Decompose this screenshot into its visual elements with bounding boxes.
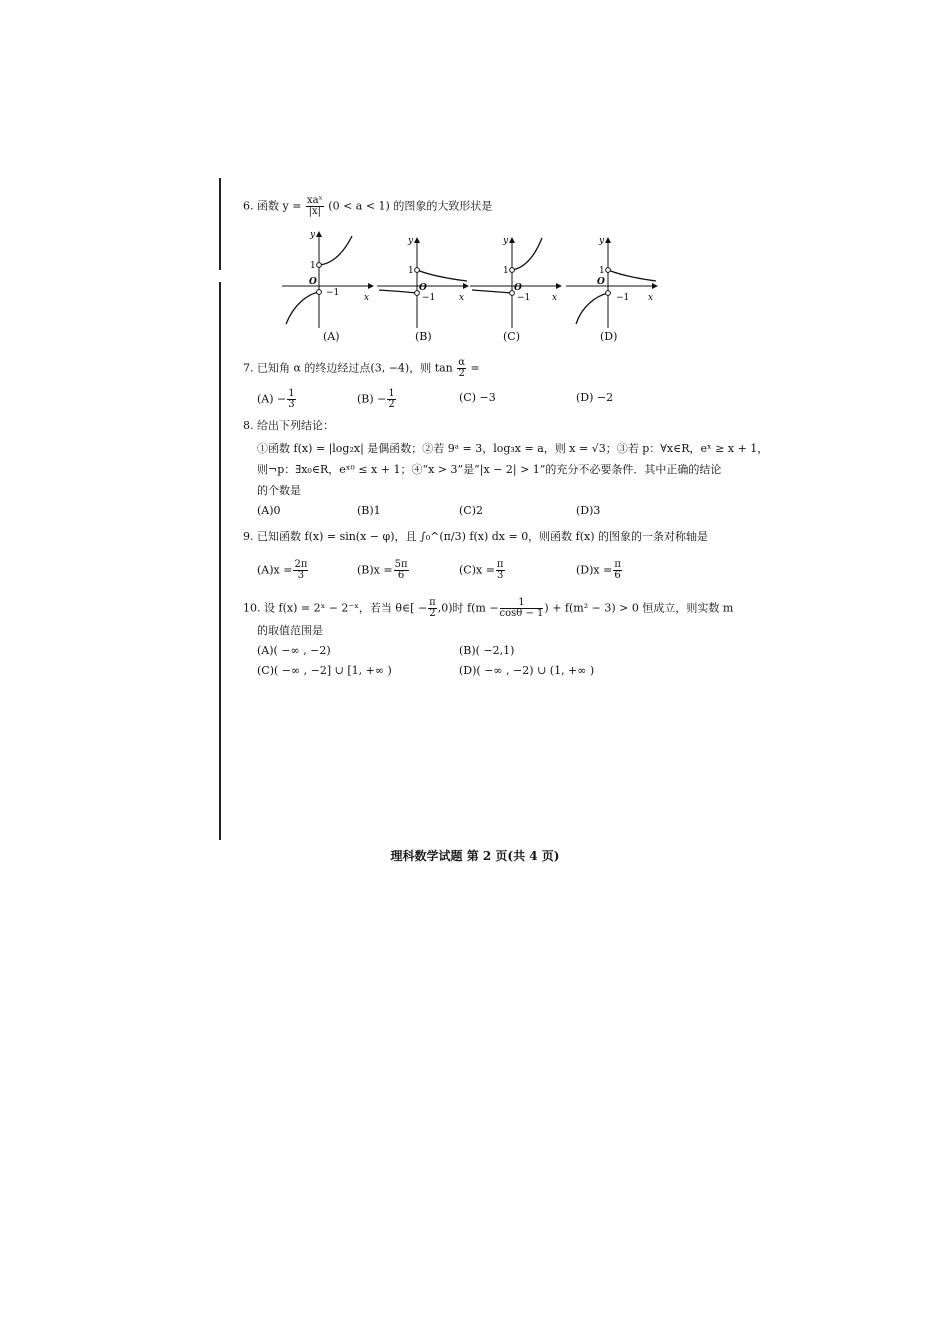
q6-stem: 6. 函数 y = $\frac{\text{xaˣ}}{|x|}$ (0 < a < 1) 的图象的大致形状是 [243, 195, 493, 217]
q10-option-d: (D)( −∞ , −2) ∪ (1, +∞ ) [459, 664, 595, 677]
q9-option-d: (D)x = $\frac{\pi}{6}$ [576, 559, 621, 581]
neg-one-label: −1 [616, 293, 630, 303]
margin-line-top [219, 178, 221, 270]
margin-line-bottom [219, 282, 221, 840]
one-label: 1 [599, 266, 605, 276]
q8-option-b: (B)1 [357, 504, 381, 517]
y-axis-label: y [599, 236, 605, 246]
q9-option-a: (A)x = $\frac{2\pi}{3}$ [257, 559, 308, 581]
graph-b-label: (B) [415, 330, 432, 343]
q9-option-c: (C)x = $\frac{\pi}{3}$ [459, 559, 504, 581]
graph-a [282, 228, 374, 328]
q7-stem: 7. 已知角 α 的终边经过点(3, −4)，则 tan $\frac{\alpha}{2}$ = [243, 357, 480, 379]
x-axis-label: x [364, 293, 370, 303]
one-label: 1 [310, 261, 316, 271]
q9-option-b: (B)x = $\frac{5\pi}{6}$ [357, 559, 408, 581]
graph-d [566, 228, 658, 328]
q8-line1: ①函数 f(x) = |log₂x| 是偶函数；②若 9ᵃ = 3，log₃x = a，则 x = √3；③若 p：∀x∈R，eˣ ≥ x + 1， [257, 442, 769, 455]
graph-a-label: (A) [323, 330, 340, 343]
one-label: 1 [408, 266, 414, 276]
graph-d-label: (D) [600, 330, 618, 343]
origin-label: O [597, 277, 605, 287]
origin-label: O [514, 283, 522, 293]
q8-stem: 8. 给出下列结论： [243, 419, 334, 432]
q8-option-c: (C)2 [459, 504, 483, 517]
q8-option-a: (A)0 [257, 504, 281, 517]
origin-label: O [309, 277, 317, 287]
q7-option-b: (B) − $\frac{1}{2}$ [357, 388, 395, 410]
page-footer: 理科数学试题 第 2 页(共 4 页) [390, 849, 560, 863]
q10-stem: 10. 设 f(x) = 2ˣ − 2⁻ˣ，若当 θ∈[ − $\frac{\pi}{2}$ ,0)时 f(m − $\frac{1}{\cos\theta - 1}$ ) + f(m² − 3) > 0 恒成立，则实数 m [243, 597, 734, 619]
neg-one-label: −1 [517, 293, 531, 303]
one-label: 1 [503, 266, 509, 276]
origin-label: O [419, 283, 427, 293]
y-axis-label: y [408, 236, 414, 246]
graph-b [377, 228, 469, 328]
q7-option-a: (A) − $\frac{1}{3}$ [257, 388, 295, 410]
q7-fraction: $\frac{\alpha}{2}$ [458, 357, 466, 379]
q9-stem: 9. 已知函数 f(x) = sin(x − φ)，且 ∫₀^(π/3) f(x) dx = 0，则函数 f(x) 的图象的一条对称轴是 [243, 530, 709, 543]
q8-option-d: (D)3 [576, 504, 601, 517]
q7-option-c: (C) −3 [459, 391, 496, 404]
q10-line2: 的取值范围是 [257, 624, 323, 637]
q10-option-c: (C)( −∞ , −2] ∪ [1, +∞ ) [257, 664, 392, 677]
y-axis-label: y [503, 236, 509, 246]
neg-one-label: −1 [326, 288, 340, 298]
q7-option-d: (D) −2 [576, 391, 614, 404]
x-axis-label: x [552, 293, 558, 303]
q10-option-a: (A)( −∞ , −2) [257, 644, 331, 657]
x-axis-label: x [648, 293, 654, 303]
q6-fraction: $\frac{\text{xaˣ}}{|x|}$ [306, 195, 323, 217]
q10-option-b: (B)( −2,1) [459, 644, 515, 657]
neg-one-label: −1 [422, 293, 436, 303]
q8-line3: 的个数是 [257, 484, 301, 497]
graph-c-label: (C) [503, 330, 520, 343]
q8-line2: 则¬p：∃x₀∈R，eˣ⁰ ≤ x + 1；④“x > 3”是“|x − 2| > 1”的充分不必要条件．其中正确的结论 [257, 463, 722, 476]
y-axis-label: y [310, 230, 316, 240]
graph-c [470, 228, 562, 328]
x-axis-label: x [459, 293, 465, 303]
